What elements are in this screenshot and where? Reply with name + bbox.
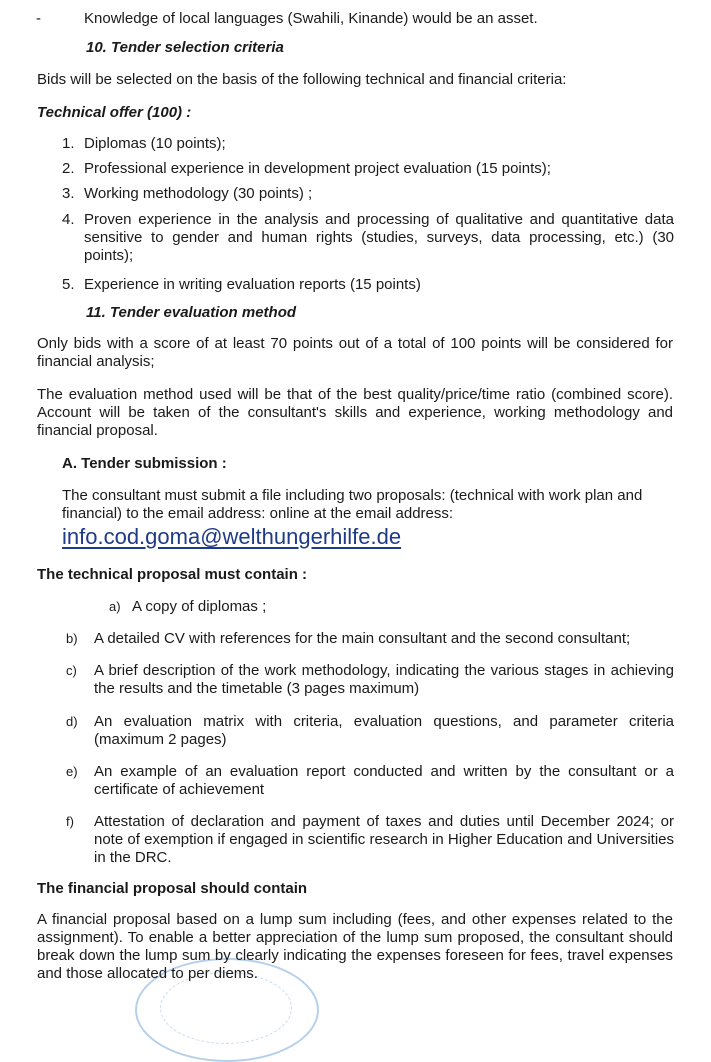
list-number: 5. xyxy=(62,276,75,293)
list-item: A detailed CV with references for the main consultant and the second consultant; xyxy=(94,630,631,647)
financial-paragraph: A financial proposal based on a lump sum including (fees, and other expenses related to the assignment). To enable a better appreciation of the lump sum proposed, the consultant should break down the lump sum by clearly indicating the expenses foreseen for fees, travel expenses and those allocated to per diems. xyxy=(37,911,673,982)
list-number: 2. xyxy=(62,160,75,177)
score-paragraph: Only bids with a score of at least 70 points out of a total of 100 points will be considered for financial analysis; xyxy=(37,335,673,370)
bullet-text: Knowledge of local languages (Swahili, Kinande) would be an asset. xyxy=(84,10,538,27)
list-marker: b) xyxy=(66,631,78,646)
section-10-title: 10. Tender selection criteria xyxy=(86,39,284,56)
list-marker: d) xyxy=(66,714,78,729)
submission-paragraph: The consultant must submit a file including two proposals: (technical with work plan and financial) to the email address: online at the email address: xyxy=(62,487,643,522)
list-marker: a) xyxy=(109,599,121,614)
technical-offer-heading: Technical offer (100) : xyxy=(37,104,192,121)
list-marker: f) xyxy=(66,814,74,829)
list-item: Experience in writing evaluation reports (15 points) xyxy=(84,276,421,293)
technical-proposal-heading: The technical proposal must contain : xyxy=(37,566,308,583)
list-item: A brief description of the work methodology, indicating the various stages in achieving the results and the timetable (3 pages maximum) xyxy=(94,662,674,697)
list-item: Proven experience in the analysis and processing of qualitative and quantitative data sensitive to gender and human rights (studies, surveys, data processing, etc.) (30 points); xyxy=(84,211,674,264)
bullet-dash: - xyxy=(36,10,41,27)
email-link[interactable]: info.cod.goma@welthungerhilfe.de xyxy=(62,524,402,549)
list-number: 1. xyxy=(62,135,75,152)
list-item: Diplomas (10 points); xyxy=(84,135,226,152)
list-item: Attestation of declaration and payment of taxes and duties until December 2024; or note of exemption if engaged in scientific research in Higher Education and Universities in the DRC. xyxy=(94,813,674,866)
method-paragraph: The evaluation method used will be that of the best quality/price/time ratio (combined score). Account will be taken of the consultant's skills and experience, working methodology and financial proposal. xyxy=(37,386,673,439)
list-item: An evaluation matrix with criteria, evaluation questions, and parameter criteria (maximum 2 pages) xyxy=(94,713,674,748)
list-item: A copy of diplomas ; xyxy=(132,598,267,615)
list-marker: c) xyxy=(66,663,77,678)
financial-proposal-heading: The financial proposal should contain xyxy=(37,880,308,897)
intro-paragraph: Bids will be selected on the basis of the following technical and financial criteria: xyxy=(37,71,567,88)
list-item: Professional experience in development project evaluation (15 points); xyxy=(84,160,551,177)
list-item: An example of an evaluation report conducted and written by the consultant or a certificate of achievement xyxy=(94,763,674,798)
list-marker: e) xyxy=(66,764,78,779)
list-item: Working methodology (30 points) ; xyxy=(84,185,313,202)
list-number: 3. xyxy=(62,185,75,202)
list-number: 4. xyxy=(62,211,75,228)
tender-submission-heading: A. Tender submission : xyxy=(62,455,227,472)
section-11-title: 11. Tender evaluation method xyxy=(86,304,297,321)
